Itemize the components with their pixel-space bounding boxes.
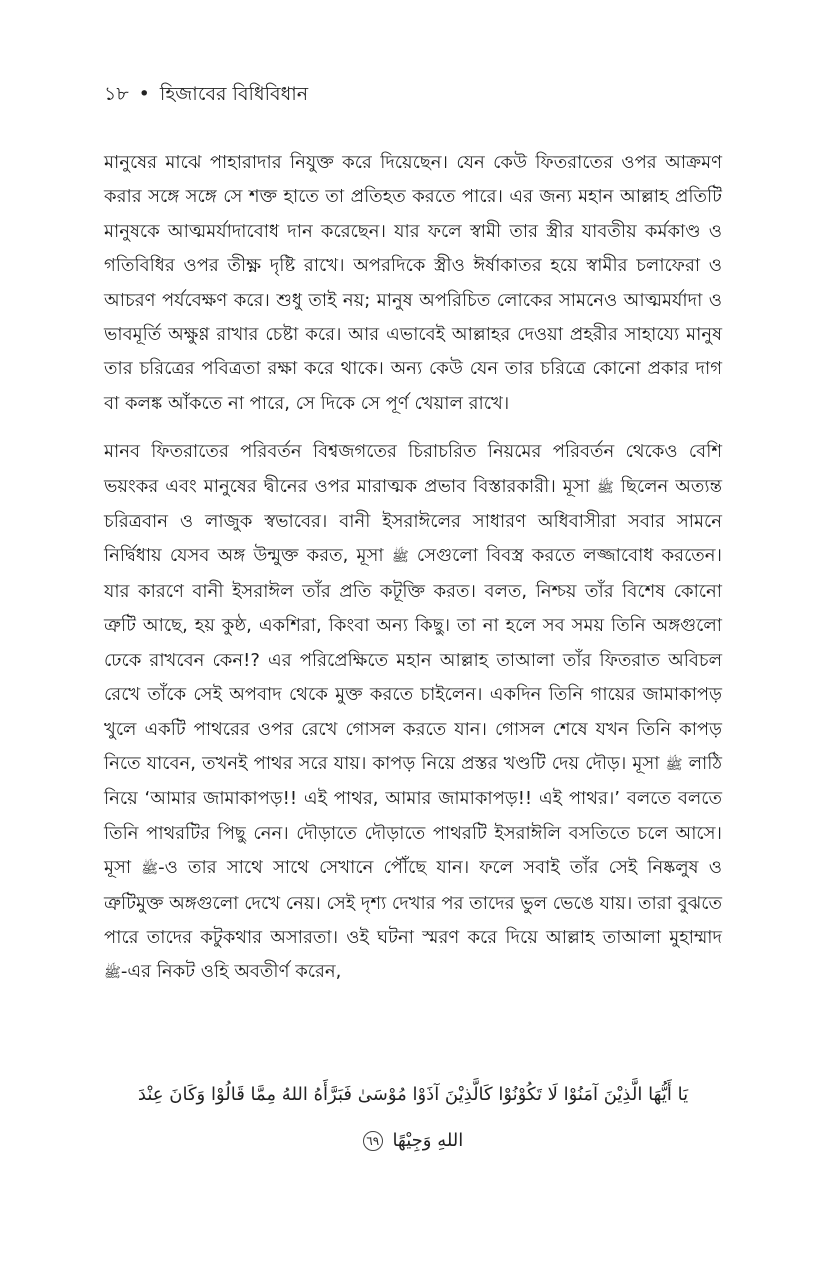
paragraph-2-segment-6: -এর নিকট ওহি অবতীর্ণ করেন,: [120, 961, 342, 983]
page-number: ১৮: [104, 83, 129, 105]
header-separator: •: [138, 83, 150, 105]
paragraph-2-segment-1: মানব ফিতরাতের পরিবর্তন বিশ্বজগতের চিরাচরিত নিয়মের পরিবর্তন থেকেও বেশি ভয়ংকর এবং মানুষের দ্বীনের ওপর মারাত্মক প্রভাব বিস্তারকারী। মূসা: [104, 441, 722, 497]
verse-line-1: يَا أَيُّهَا الَّذِيْنَ آمَنُوْا لَا تَكُوْنُوْا كَالَّذِيْنَ آذَوْا مُوْسَىٰ فَبَرَّأَهُ اللهُ مِمَّا قَالُوْا وَكَانَ عِنْدَ: [137, 1084, 689, 1105]
paragraph-2: [104, 435, 722, 991]
honorific-alaihis-salam-icon: ﷺ: [141, 861, 159, 878]
verse-line-2: [104, 1118, 722, 1164]
paragraph-2-segment-5: -ও তার সাথে সাথে সেখানে পৌঁছে যান। ফলে সবাই তাঁর সেই নিষ্কলুষ ও ত্রুটিমুক্ত অঙ্গগুলো দেখে নেয়। সেই দৃশ্য দেখার পর তাদের ভুল ভেঙে যায়। তারা বুঝতে পারে তাদের কটুকথার অসারতা। ওই ঘটনা স্মরণ করে দিয়ে আল্লাহ তাআলা মুহাম্মাদ: [104, 857, 722, 948]
honorific-alaihis-salam-icon: ﷺ: [596, 479, 614, 496]
paragraph-2-segment-3: সেগুলো বিবস্ত্র করতে লজ্জাবোধ করতেন। যার কারণে বানী ইসরাঈল তাঁর প্রতি কটূক্তি করত। বলত, নিশ্চয় তাঁর বিশেষ কোনো ত্রুটি আছে, হয় কুষ্ঠ, একশিরা, কিংবা অন্য কিছু। তা না হলে সব সময় তিনি অঙ্গগুলো ঢেকে রাখবেন কেন!? এর পরিপ্রেক্ষিতে মহান আল্লাহ তাআলা তাঁর ফিতরাত অবিচল রেখে তাঁকে সেই অপবাদ থেকে মুক্ত করতে চাইলেন। একদিন তিনি গায়ের জামাকাপড় খুলে একটি পাথরের ওপর রেখে গোসল করতে যান। গোসল শেষে যখন তিনি কাপড় নিতে যাবেন, তখনই পাথর সরে যায়। কাপড় নিয়ে প্রস্তর খণ্ডটি দেয় দৌড়। মূসা: [104, 545, 722, 774]
paragraph-1: মানুষের মাঝে পাহারাদার নিযুক্ত করে দিয়েছেন। যেন কেউ ফিতরাতের ওপর আক্রমণ করার সঙ্গে সঙ্গে সে শক্ত হাতে তা প্রতিহত করতে পারে। এর জন্য মহান আল্লাহ প্রতিটি মানুষকে আত্মমর্যাদাবোধ দান করেছেন। যার ফলে স্বামী তার স্ত্রীর যাবতীয় কর্মকাণ্ড ও গতিবিধির ওপর তীক্ষ্ণ দৃষ্টি রাখে। অপরদিকে স্ত্রীও ঈর্ষাকাতর হয়ে স্বামীর চলাফেরা ও আচরণ পর্যবেক্ষণ করে। শুধু তাই নয়; মানুষ অপরিচিত লোকের সামনেও আত্মমর্যাদা ও ভাবমূর্তি অক্ষুণ্ণ রাখার চেষ্টা করে। আর এভাবেই আল্লাহর দেওয়া প্রহরীর সাহায্যে মানুষ তার চরিত্রের পবিত্রতা রক্ষা করে থাকে। অন্য কেউ যেন তার চরিত্রে কোনো প্রকার দাগ বা কলঙ্ক আঁকতে না পারে, সে দিকে সে পূর্ণ খেয়াল রাখে।: [104, 152, 722, 414]
honorific-alaihis-salam-icon: ﷺ: [391, 549, 409, 566]
quran-verse: [104, 1072, 722, 1164]
honorific-sallallahu-icon: ﷺ: [104, 965, 121, 982]
honorific-alaihis-salam-icon: ﷺ: [665, 756, 683, 773]
paragraph-2-segment-2: ছিলেন অত্যন্ত চরিত্রবান ও লাজুক স্বভাবের। বানী ইসরাঈলের সাধারণ অধিবাসীরা সবার সামনে নির্দ্বিধায় যেসব অঙ্গ উন্মুক্ত করত, মূসা: [104, 475, 722, 567]
book-title: হিজাবের বিধিবিধান: [159, 83, 309, 105]
paragraph-2-segment-4: লাঠি নিয়ে ‘আমার জামাকাপড়!! এই পাথর, আমার জামাকাপড়!! এই পাথর।’ বলতে বলতে তিনি পাথরটির পিছু নেন। দৌড়াতে দৌড়াতে পাথরটি ইসরাঈলি বসতিতে চলে আসে। মূসা: [104, 752, 723, 879]
running-header: [104, 80, 308, 108]
ayah-number-marker-icon: ٦٩: [363, 1131, 383, 1151]
verse-line-2-text: اللهِ وَجِيْهًا: [392, 1130, 464, 1151]
body-text: [104, 146, 722, 1005]
